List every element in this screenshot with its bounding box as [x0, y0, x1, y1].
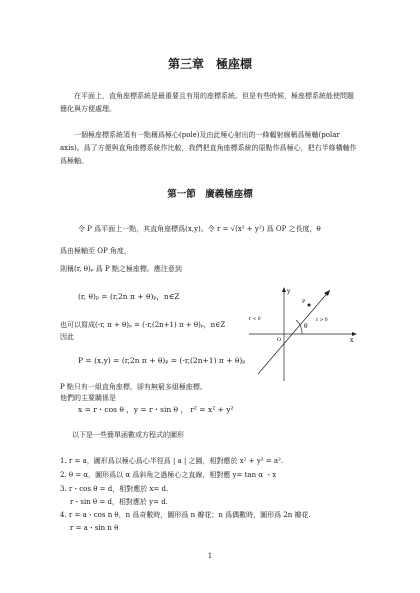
- body-line-2: 爲由極軸至 OP 角度，: [60, 247, 131, 255]
- origin-label: O: [277, 337, 282, 343]
- radial-line: [258, 290, 330, 374]
- body-line-9: 他們的主要關係是: [60, 394, 116, 402]
- body-line-8: P 點只有一組直角座標，卻有無窮多組極座標。: [60, 383, 207, 391]
- y-axis-label: y: [287, 288, 291, 295]
- radial-arrow: [324, 290, 330, 296]
- y-axis-arrow: [282, 287, 286, 292]
- intro-paragraph-1: 在平面上，直角座標系統是最重要且有用的座標系統。但是有些時候，極座標系統能使問題簡化與方便處理。: [60, 92, 354, 113]
- equation-3: x = r・cos θ ，y = r・sin θ ， r² = x² + y²: [78, 405, 234, 414]
- x-axis-arrow: [352, 332, 357, 336]
- list-item-4: 4. r = a・cos n θ，n 爲奇數時，圖形爲 n 瓣花；n 爲偶數時，圖形爲 2n 瓣花.: [60, 511, 311, 519]
- body-line-6: 因此: [60, 333, 74, 341]
- body-line-5: 也可以寫成(-r, π + θ)ₚ = (-r,(2n+1) π + θ)ₚ，n∈Z: [60, 321, 226, 329]
- equation-2: P = (x,y) = (r,2n π + θ)ₚ = (-r,(2n+1) π + θ)ₚ: [78, 356, 246, 365]
- point-p: [308, 304, 311, 307]
- list-item-1: 1. r = a，圖形爲以極心爲心半徑爲 | a | 之圓，相對應於 x² + y² = a².: [60, 457, 284, 465]
- body-line-3: 則稱(r, θ)ₚ 爲 P 點之極座標。應注意到: [60, 265, 182, 273]
- r-positive-label: r > 0: [316, 318, 328, 323]
- point-label: P: [302, 299, 306, 305]
- polar-diagram: [244, 286, 359, 386]
- list-item-4b: r = a・sin n θ: [70, 524, 119, 532]
- angle-arc: [296, 320, 302, 334]
- theta-label: θ: [304, 323, 308, 330]
- section-title: 第一節 廣義極座標: [167, 189, 253, 200]
- list-item-3: 3. r・cos θ = d，相對應於 x= d.: [60, 485, 169, 493]
- x-axis-label: x: [350, 337, 354, 344]
- r-negative-label: r < 0: [249, 317, 261, 322]
- list-item-3b: r・sin θ = d，相對應於 y= d.: [70, 498, 168, 506]
- equation-1: (r, θ)ₚ = (r,2n π + θ)ₚ，n∈Z: [78, 292, 180, 301]
- page-number: 1: [207, 552, 213, 560]
- body-line-11: 以下是一些簡單函數或方程式的圖形: [72, 431, 184, 439]
- list-item-2: 2. θ = α，圖形爲以 α 爲斜角之過極心之直線，相對應 y= tan α ・x: [60, 471, 277, 479]
- intro-paragraph-2: 一個極座標系統須有一點稱爲極心(pole)及由此極心射出的一條輻射線稱爲極軸(polar axis)。爲了方便與直角座標系統作比較，我們把直角座標系統的原點作爲極心，把右半條橫軸作爲極軸。: [60, 131, 357, 165]
- body-line-1: 令 P 爲平面上一點，其直角座標爲(x,y)。令 r = √(x² + y²) 爲 OP 之長度，θ: [78, 225, 321, 233]
- chapter-title: 第三章 極座標: [167, 57, 252, 71]
